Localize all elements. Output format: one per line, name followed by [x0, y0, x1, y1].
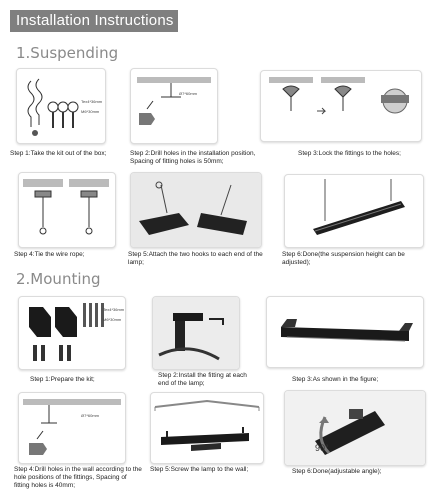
mount-step1-image — [18, 296, 126, 370]
mount-step6-caption: Step 6:Done(adjustable angle); — [292, 468, 382, 475]
suspend-step1-caption: Step 1:Take the kit out of the box; — [10, 150, 107, 157]
mount-step3-image — [266, 296, 424, 368]
mount-step1-caption: Step 1:Prepare the kit; — [30, 376, 95, 383]
section-title-mounting: 2.Mounting — [16, 270, 101, 288]
mount-step6-image — [284, 390, 426, 466]
mount-step4-caption: Step 4:Drill holes in the wall according to the hole positions of the fittings, Spacing of fitting holes is 40mm; — [14, 466, 142, 489]
suspend-step6-image — [284, 174, 424, 248]
mount-drill-label: Ø7*60mm — [81, 413, 100, 418]
page-title: Installation Instructions — [16, 12, 174, 29]
drill-label: Ø7*60mm — [179, 91, 198, 96]
suspend-step2-image — [130, 68, 218, 144]
mount-step2-image — [152, 296, 240, 370]
section-title-suspending: 1.Suspending — [16, 44, 119, 62]
suspend-step5-caption: Step 5:Attach the two hooks to each end of the lamp; — [128, 251, 263, 266]
mount-step5-caption: Step 5:Screw the lamp to the wall; — [150, 466, 249, 473]
angle-label: 90° — [315, 443, 329, 453]
suspend-step4-image — [18, 172, 116, 248]
suspend-step1-image — [16, 68, 106, 144]
mount-step4-image — [18, 392, 126, 464]
suspend-step3-image — [260, 70, 422, 142]
mount-step2-caption: Step 2:Install the fitting at each end of the lamp; — [158, 372, 247, 387]
mount-kit-label-tex: Tex4*36mm — [103, 307, 125, 312]
suspend-step2-caption: Step 2:Drill holes in the installation position, Spacing of fitting holes is 50mm; — [130, 150, 256, 165]
suspend-step6-caption: Step 6:Done(the suspension height can be adjusted); — [282, 251, 405, 266]
mount-kit-label-m6: M6*30mm — [103, 317, 122, 322]
mount-step3-caption: Step 3:As shown in the figure; — [292, 376, 379, 383]
suspend-step3-caption: Step 3:Lock the fittings to the holes; — [298, 150, 401, 157]
suspend-step4-caption: Step 4:Tie the wire rope; — [14, 251, 85, 258]
mount-step5-image — [150, 392, 264, 464]
kit-label-tex: Tex4*36mm — [81, 99, 103, 104]
suspend-step5-image — [130, 172, 262, 248]
kit-label-m6: M6*30mm — [81, 109, 100, 114]
title-banner — [10, 10, 178, 32]
